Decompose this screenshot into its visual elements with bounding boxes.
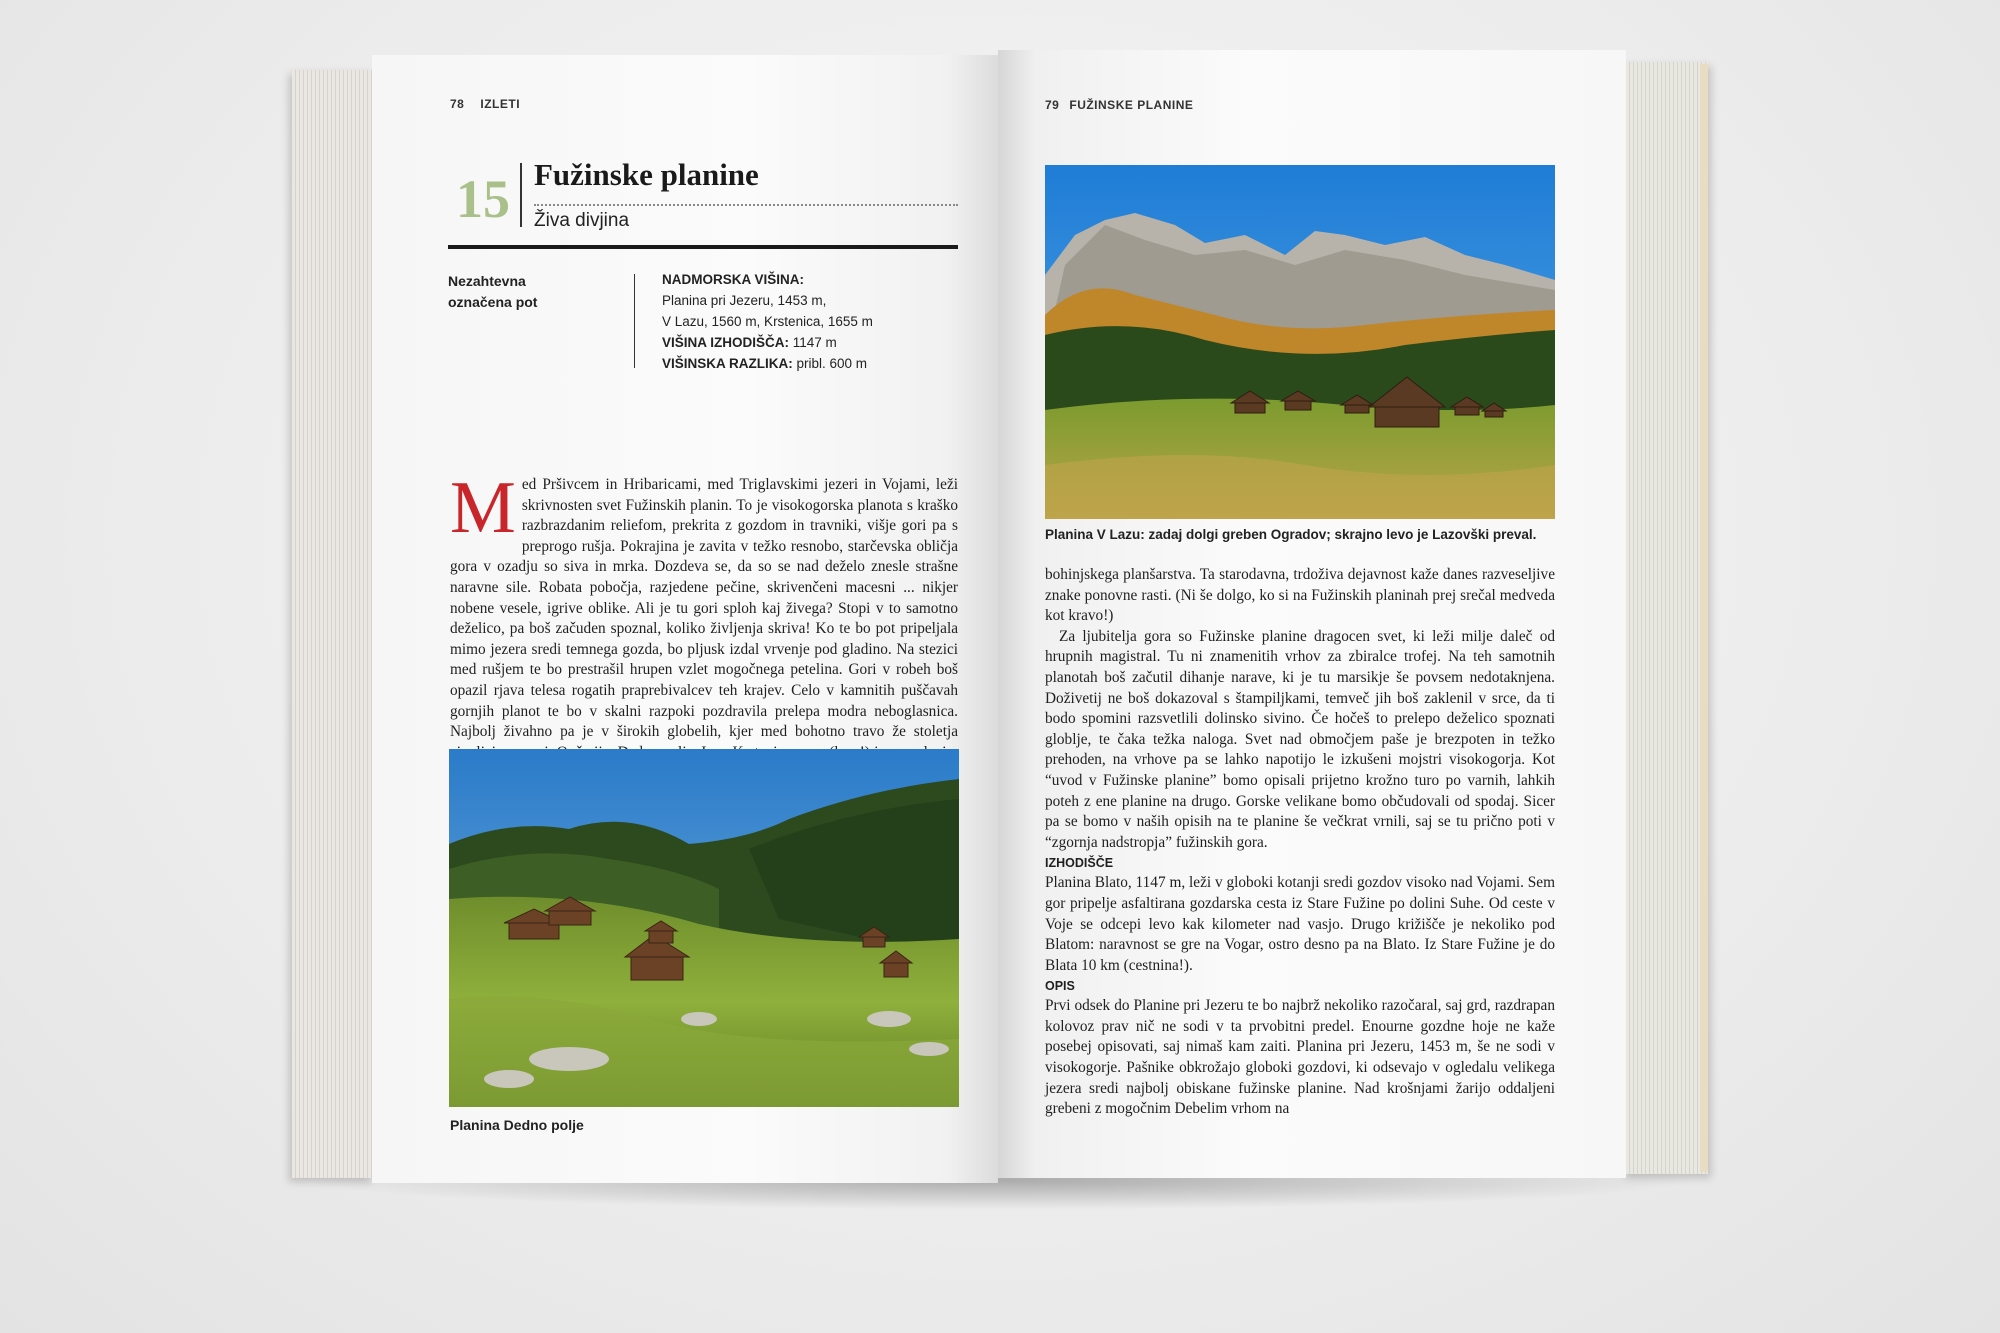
running-head-left — [450, 97, 520, 111]
chapter-title: Fužinske planine — [534, 157, 759, 192]
running-head-left-title: IZLETI — [480, 97, 521, 111]
height-difference-value: pribl. 600 m — [792, 356, 868, 371]
right-page — [998, 50, 1626, 1178]
info-divider — [634, 274, 635, 368]
difficulty-line-1: Nezahtevna — [448, 273, 526, 289]
drop-cap: M — [450, 467, 516, 549]
difficulty — [448, 271, 537, 313]
paragraph-1: bohinjskega planšarstva. Ta starodavna, trdoživa dejavnost kaže danes razveseljive znake ponovne rasti. (Ni še dolgo, ko si na Fužinskih planinah prej srečal medveda kot kravo!) — [1045, 566, 1555, 625]
altitude-label: NADMORSKA VIŠINA: — [662, 272, 805, 287]
altitude-line-2: V Lazu, 1560 m, Krstenica, 1655 m — [662, 314, 873, 329]
page-stack-right — [1622, 62, 1708, 1174]
chapter-dotted-rule — [534, 204, 958, 206]
page-stack-left — [292, 70, 374, 1178]
chapter-number: 15 — [456, 169, 510, 229]
paragraph-4: Prvi odsek do Planine pri Jezeru te bo najbrž nekoliko razočaral, saj grd, razdrapan kolovoz prav nič ne sodi v ta prvobitni predel. Enourne gozdne hoje ne kaže posebej opisovati, saj nimaš kam zaiti. Planina pri Jezeru, 1453 m, še ne sodi v visokogorje. Pašnike obkrožajo globoki gozdovi, ki odsevajo v ogledalu velikega jezera sredi najbolj obiskane fužinske planine. Nad krošnjami žarijo oddaljeni grebeni z mogočnim Debelim vrhom na — [1045, 997, 1555, 1118]
height-difference-label: VIŠINSKA RAZLIKA: — [662, 356, 793, 371]
running-head-right-title: FUŽINSKE PLANINE — [1069, 98, 1194, 112]
intro-text — [450, 467, 958, 784]
info-block — [662, 269, 873, 374]
chapter-rule — [448, 245, 958, 249]
photo-dedno-polje — [449, 749, 959, 1107]
start-altitude-label: VIŠINA IZHODIŠČA: — [662, 335, 790, 350]
photo-caption-left: Planina Dedno polje — [450, 1117, 584, 1133]
right-body-text — [1045, 565, 1555, 1120]
page-number-left: 78 — [450, 97, 465, 111]
chapter-divider — [520, 163, 522, 227]
start-altitude-value: 1147 m — [789, 335, 837, 350]
subhead-opis: OPIS — [1045, 979, 1075, 994]
cover-edge — [1700, 64, 1708, 1172]
page-number-right: 79 — [1045, 98, 1060, 112]
subhead-izhodisce: IZHODIŠČE — [1045, 856, 1114, 871]
altitude-line-1: Planina pri Jezeru, 1453 m, — [662, 293, 827, 308]
running-head-right — [1045, 98, 1193, 112]
paragraph-3: Planina Blato, 1147 m, leži v globoki kotanji sredi gozdov visoko nad Vojami. Sem gor pripelje asfaltirana gozdarska cesta iz Stare Fužine po dolini Suhe. Od ceste v Voje se odcepi levo kak kilometer nad vasjo. Drugo križišče je nekoliko pod Blatom: naravnost se gre na Vogar, ostro desno pa na Blato. Iz Stare Fužine je do Blata 10 km (cestnina!). — [1045, 874, 1555, 974]
mountain-ridge-image — [1045, 165, 1555, 519]
intro-paragraph: ed Pršivcem in Hribaricami, med Triglavskimi jezeri in Vojami, leži skrivnosten svet Fužinskih planin. To je visokogorska planota s kraško razbrazdanim reliefom, prekrita z gozdom in travniki, višje gori pa s preprogo rušja. Pokrajina je zavita v težko resnobo, starčevska obličja gora v ozadju so siva in mrka. Dozdeva se, da so se nad deželo znesle strašne naravne sile. Robata pobočja, razjedene pečine, skrivenčeni macesni ... nikjer nobene vesele, igrive oblike. Ali je tu gori sploh kaj živega? Stopi v to samotno deželico, pa boš začuden spoznal, koliko življenja skriva! Ko te bo pot pripeljala mimo jezera sredi temnega gozda, bo pljusk izdal vrvenje pod gladino. Na stezici med rušjem te bo prestrašil hrupen vzlet mogočnega petelina. Gori v robeh boš opazil rjava telesa rogatih praprebivalcev teh krajev. Celo v kamnitih puščavah gornjih planot te bo v skalni razpoki pozdravila prelepa modra neboglasnica. Najbolj živahno pa je v širokih globelih, kjer med bohotno travo že stoletja — [450, 476, 958, 741]
meadow-huts-image — [449, 749, 959, 1107]
photo-caption-right: Planina V Lazu: zadaj dolgi greben Ogradov; skrajno levo je Lazovški preval. — [1045, 527, 1537, 542]
difficulty-line-2: označena pot — [448, 294, 538, 310]
paragraph-2: Za ljubitelja gora so Fužinske planine dragocen svet, ki leži milje daleč od hrupnih magistral. Tu ni znamenitih vrhov za zbiralce trofej. Na teh samotnih planotah boš začutil dihanje narave, ki je tu marsikje še povsem nedotaknjena. Doživetij ne boš dokazoval s štampiljkami, temveč jih boš zaklenil v srce, da ti bodo spomini razsvetlili dolinsko sivino. Če hočeš to prelepo deželico spoznati globlje, te čaka težka naloga. Svet nad območjem paše je brezpoten in težko prehoden, na vrhove pa se lahko napotijo le izkušeni mojstri visokogorja. Kot “uvod v Fužinske planine” bomo opisali prijetno krožno turo po varnih, lahkih poteh z ene planine na drugo. Gorske velikane bomo občudovali od spodaj. Sicer pa se bomo v naših opisih na te planine še večkrat vrnili, saj se tu prično poti v “zgornja nadstropja” fužinskih gora. — [1045, 627, 1555, 851]
photo-v-lazu — [1045, 165, 1555, 519]
chapter-subtitle: Živa divjina — [534, 210, 630, 231]
left-page — [372, 55, 998, 1183]
